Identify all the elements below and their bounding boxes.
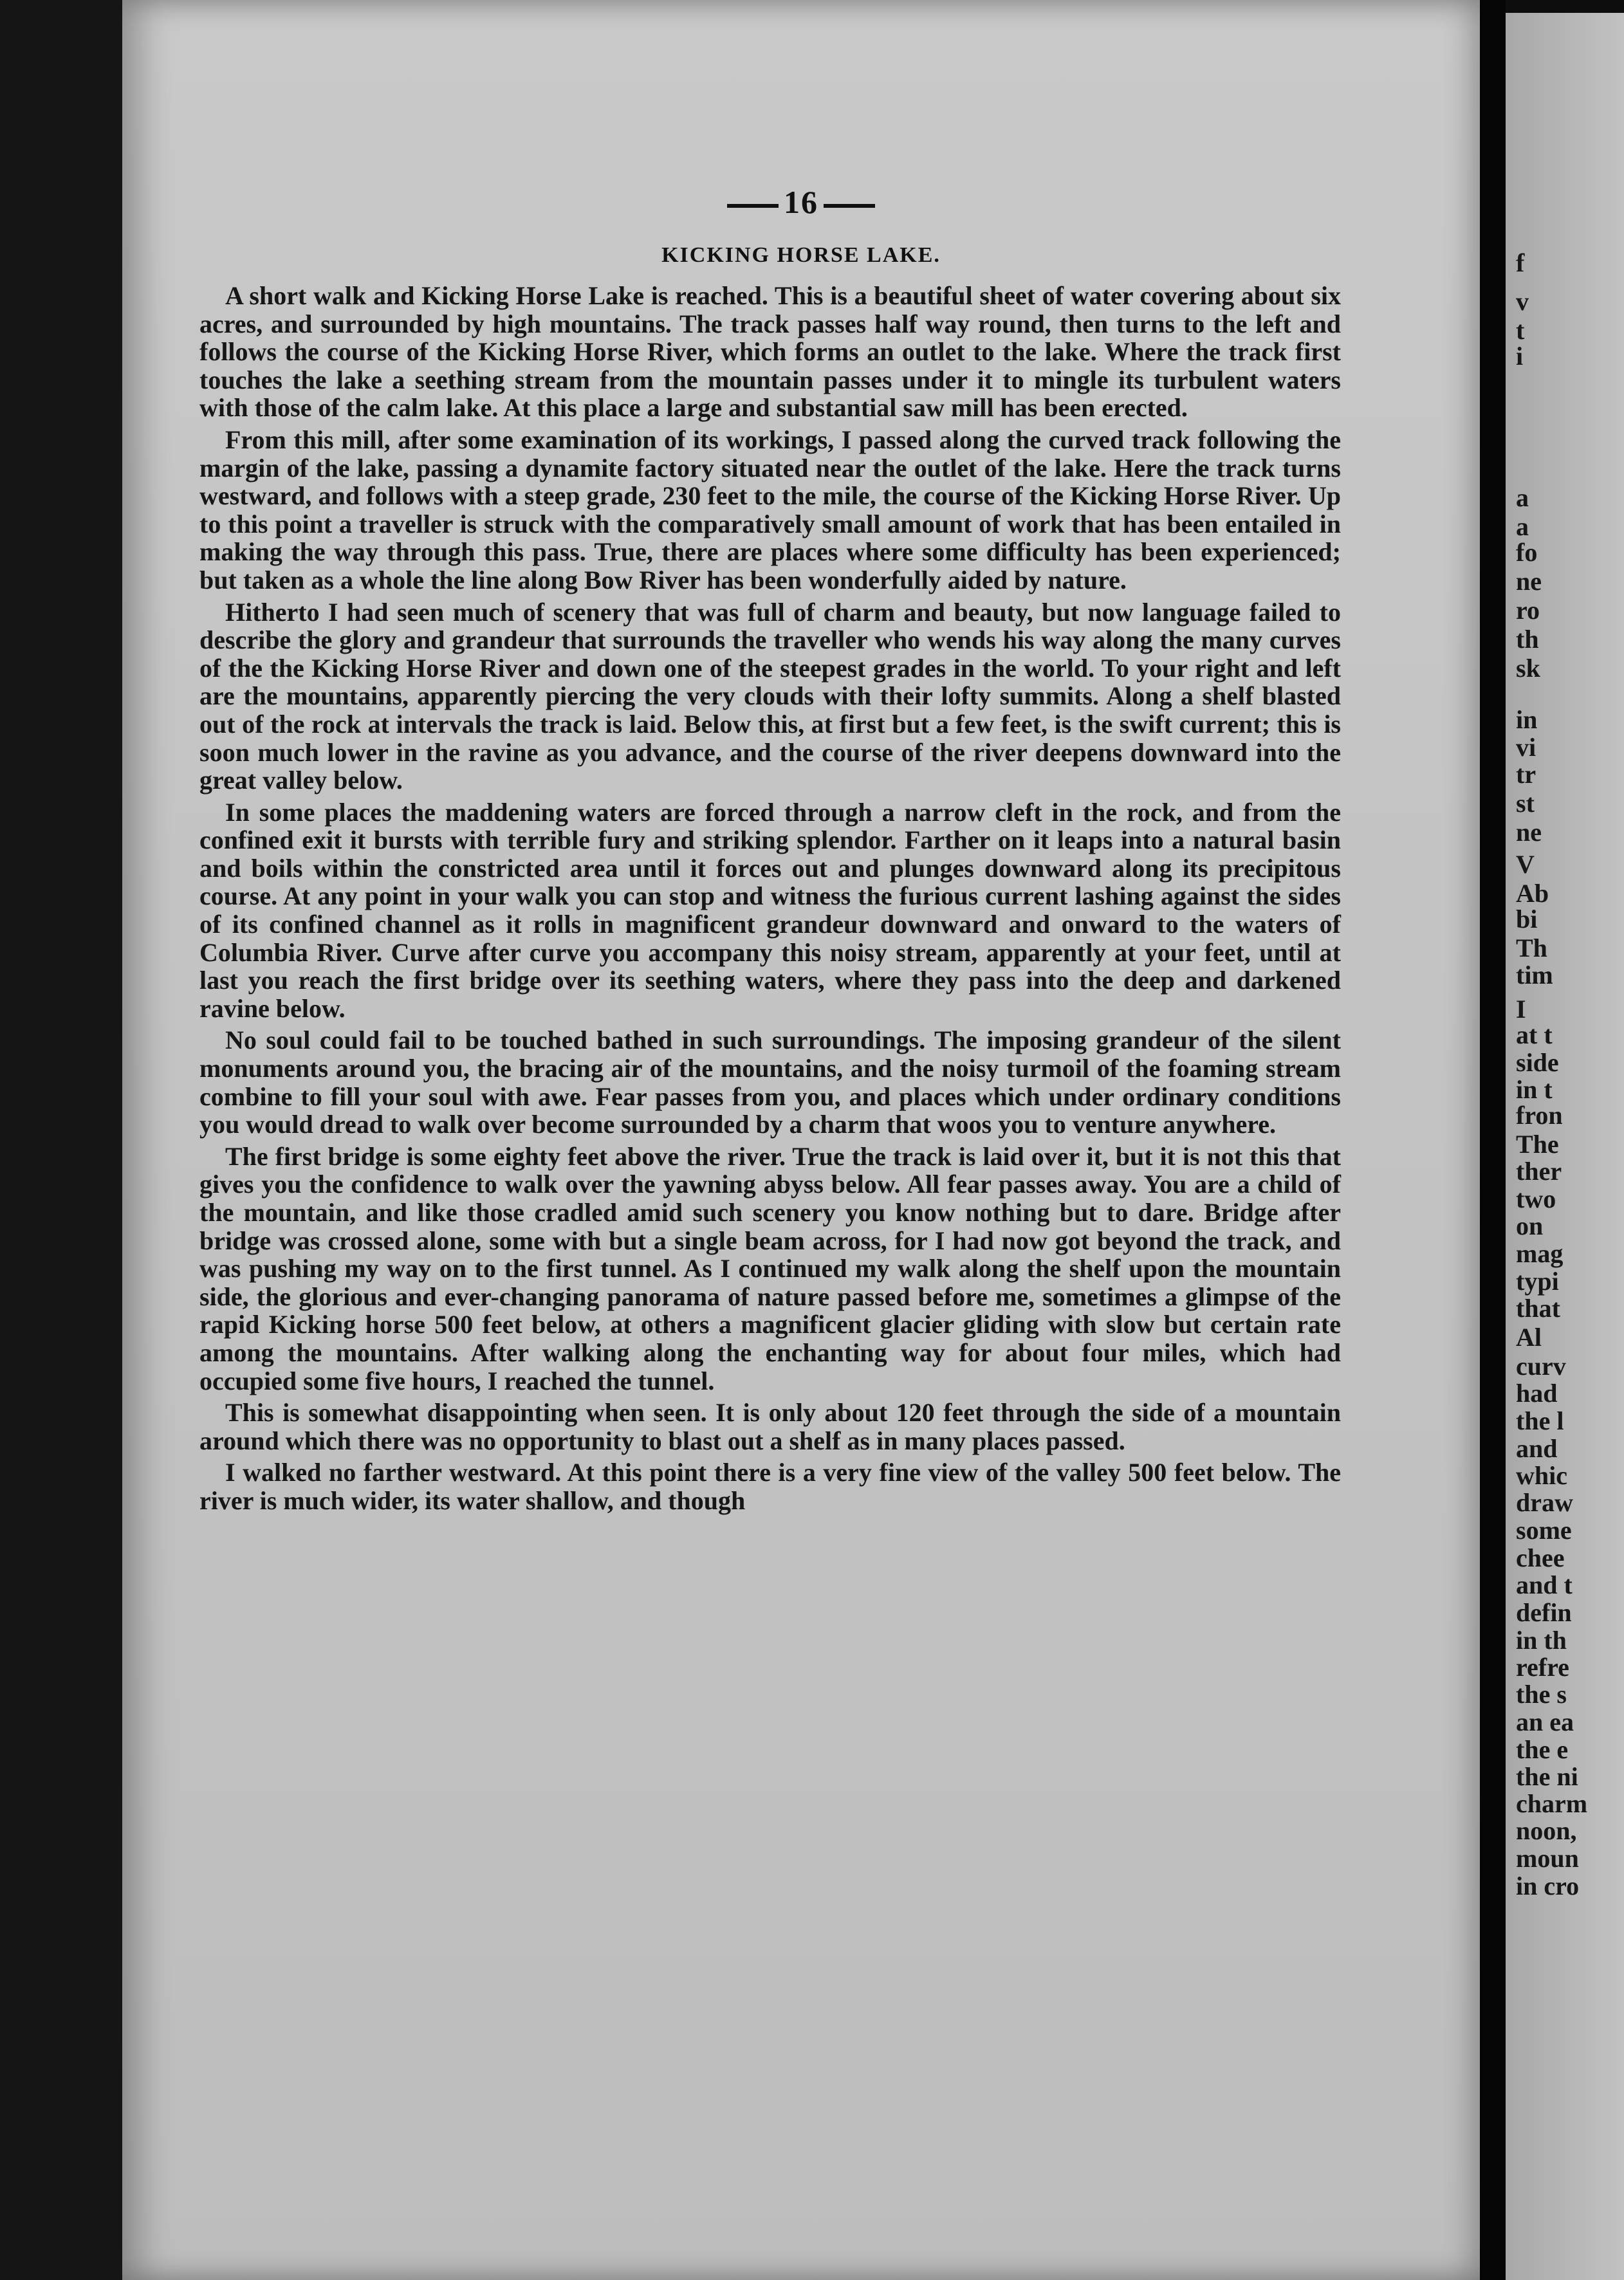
right-page-text-fragment: refre <box>1516 1653 1569 1682</box>
right-page-fragment <box>1506 13 1624 2280</box>
right-page-text-fragment: moun <box>1516 1844 1579 1873</box>
right-page-text-fragment: in <box>1516 705 1538 734</box>
right-page-text-fragment: ne <box>1516 818 1542 847</box>
right-page-text-fragment: tim <box>1516 961 1553 989</box>
right-page-text-fragment: side <box>1516 1048 1559 1077</box>
right-page-text-fragment: Al <box>1516 1323 1542 1352</box>
right-page-text-fragment: a <box>1516 483 1529 512</box>
right-page-text-fragment: that <box>1516 1294 1560 1323</box>
left-margin-edge <box>0 0 122 2280</box>
paragraph: This is somewhat disappointing when seen. It is only about 120 feet through the side of a mountain around which there was no opportunity to blast out a shelf as in many places passed. <box>199 1398 1341 1455</box>
right-page-text-fragment: defin <box>1516 1598 1572 1627</box>
right-page-text-fragment: the ni <box>1516 1762 1578 1791</box>
right-page-text-fragment: in th <box>1516 1626 1567 1655</box>
right-page-text-fragment: i <box>1516 342 1524 371</box>
right-page-text-fragment: the l <box>1516 1406 1564 1435</box>
right-page-text-fragment: mag <box>1516 1239 1564 1268</box>
right-page-text-fragment: Th <box>1516 933 1547 962</box>
page-number: 16 <box>722 184 880 220</box>
paragraph: In some places the maddening waters are forced through a narrow cleft in the rock, and from the confined exit it bursts with terrible fury and striking splendor. Farther on it leaps into a natural basin and boils within the constricted area until it forces out and plunges downward along its precipitous course. At any point in your walk you can stop and witness the furious current lashing against the sides of its confined channel as it rolls in magnificent grandeur downward and onward to the waters of Columbia River. Curve after curve you accompany this noisy stream, apparently at your feet, until at last you reach the first bridge over its seething waters, where they pass into the deep and darkened ravine below. <box>199 797 1341 1023</box>
right-page-text-fragment: the s <box>1516 1680 1567 1709</box>
right-page-text-fragment: v <box>1516 287 1529 316</box>
paragraph: Hitherto I had seen much of scenery that was full of charm and beauty, but now language failed to describe the glory and grandeur that surrounds the traveller who wends his way along the many curves of the the Kicking Horse River and down one of the steepest grades in the world. To your right and left are the mountains, apparently piercing the very clouds with their lofty summits. Along a shelf blasted out of the rock at intervals the track is laid. Below this, at first but a few feet, is the swift current; this is soon much lower in the ravine as you advance, and the course of the river deepens downward into the great valley below. <box>199 597 1341 795</box>
right-page-text-fragment: sk <box>1516 654 1540 683</box>
right-page-text-fragment: The <box>1516 1130 1559 1159</box>
right-page-text-fragment: charm <box>1516 1789 1588 1818</box>
right-page-text-fragment: had <box>1516 1379 1558 1408</box>
right-page-text-fragment: noon, <box>1516 1816 1577 1845</box>
right-page-text-fragment: f <box>1516 248 1525 277</box>
right-page-text-fragment: curv <box>1516 1352 1566 1381</box>
paragraph: No soul could fail to be touched bathed in such surroundings. The imposing grandeur of the silent monuments around you, the bracing air of the mountains, and the noisy turmoil of the foaming stream combine to fill your soul with awe. Fear passes from you, and places which under ordinary conditions you would dread to walk over become surrounded by a charm that woos you to venture anywhere. <box>199 1025 1341 1139</box>
right-page-text-fragment: two <box>1516 1184 1556 1213</box>
right-page-text-fragment: bi <box>1516 905 1538 933</box>
right-page-text-fragment: draw <box>1516 1488 1573 1517</box>
paragraph: From this mill, after some examination of its workings, I passed along the curved track following the margin of the lake, passing a dynamite factory situated near the outlet of the lake. Here the track turns westward, and follows with a steep grade, 230 feet to the mile, the course of the Kicking Horse River. Up to this point a traveller is struck with the comparatively small amount of work that has been entailed in making the way through this pass. True, there are places where some difficulty has been experienced; but taken as a whole the line along Bow River has been wonderfully aided by nature. <box>199 425 1341 594</box>
paragraph: I walked no farther westward. At this point there is a very fine view of the valley 500 feet below. The river is much wider, its water shallow, and though <box>199 1458 1341 1515</box>
right-page-text-fragment: on <box>1516 1211 1544 1240</box>
right-page-text-fragment: tr <box>1516 760 1536 789</box>
right-page-text-fragment: in t <box>1516 1075 1553 1104</box>
right-page-text-fragment: some <box>1516 1516 1572 1545</box>
right-page-text-fragment: chee <box>1516 1543 1565 1572</box>
paragraph: The first bridge is some eighty feet above the river. True the track is laid over it, but it is not this that gives you the confidence to walk over the yawning abyss below. All fear passes away. You are a child of the mountain, and like those cradled amid such scenery you know nothing but to dare. Bridge after bridge was crossed alone, some with but a single beam across, for I had now got beyond the track, and was pushing my way on to the first tunnel. As I continued my walk along the shelf upon the mountain side, the glorious and ever-changing panorama of nature passed before me, sometimes a glimpse of the rapid Kicking horse 500 feet below, at others a magnificent glacier gliding with slow but certain rate among the mountains. After walking along the enchanting way for about four miles, which had occupied some five hours, I reached the tunnel. <box>199 1141 1341 1395</box>
right-page-text-fragment: t <box>1516 316 1525 345</box>
right-page-text-fragment: ther <box>1516 1157 1562 1186</box>
right-page-text-fragment: vi <box>1516 733 1536 762</box>
right-page-text-fragment: whic <box>1516 1461 1567 1490</box>
right-page-text-fragment: and t <box>1516 1570 1573 1599</box>
right-page-text-fragment: Ab <box>1516 879 1549 908</box>
right-page-text-fragment: a <box>1516 512 1529 541</box>
right-page-text-fragment: ne <box>1516 567 1542 596</box>
page-header <box>122 183 1480 221</box>
right-page-text-fragment: ro <box>1516 596 1540 625</box>
paragraph: A short walk and Kicking Horse Lake is reached. This is a beautiful sheet of water covering about six acres, and surrounded by high mountains. The track passes half way round, then turns to the left and follows the course of the Kicking Horse River, which forms an outlet to the lake. Where the track first touches the lake a seething stream from the mountain passes under it to mingle its turbulent waters with those of the calm lake. At this place a large and substantial saw mill has been erected. <box>199 281 1341 423</box>
body-text <box>199 282 1341 1519</box>
right-page-text-fragment: an ea <box>1516 1707 1574 1736</box>
right-page-text-fragment: fo <box>1516 538 1538 567</box>
right-page-text-fragment: at t <box>1516 1020 1553 1049</box>
right-page-text-fragment: I <box>1516 995 1526 1024</box>
right-page-text-fragment: the e <box>1516 1735 1569 1764</box>
right-page-text-fragment: in cro <box>1516 1871 1580 1900</box>
section-title: KICKING HORSE LAKE. <box>661 243 941 267</box>
right-page-text-fragment: st <box>1516 789 1535 818</box>
book-gutter <box>1480 0 1506 2280</box>
right-page-text-fragment: fron <box>1516 1101 1563 1130</box>
right-page-text-fragment: typi <box>1516 1267 1559 1296</box>
right-page-text-fragment: and <box>1516 1434 1558 1463</box>
right-page-text-fragment: V <box>1516 850 1535 879</box>
right-page-text-fragment: th <box>1516 625 1539 654</box>
